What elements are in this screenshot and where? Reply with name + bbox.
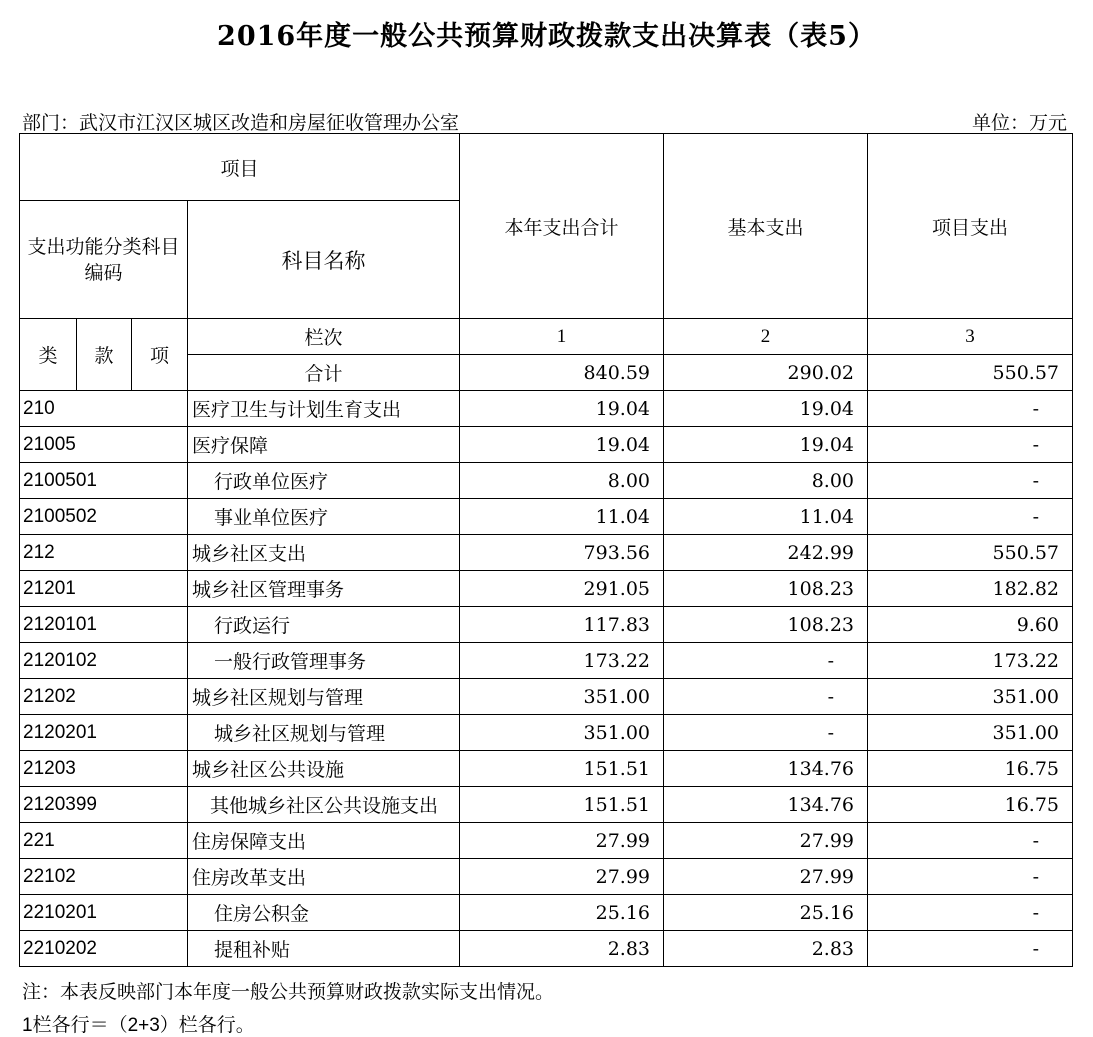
- row-code: 2100502: [20, 499, 188, 535]
- row-project: 173.22: [868, 643, 1073, 679]
- row-project: 182.82: [868, 571, 1073, 607]
- row-project: -: [868, 427, 1073, 463]
- total-basic: 290.02: [664, 355, 868, 391]
- row-name: 其他城乡社区公共设施支出: [188, 787, 460, 823]
- row-project: 16.75: [868, 751, 1073, 787]
- row-total: 19.04: [460, 427, 664, 463]
- table-row: [20, 859, 1073, 895]
- table-row: [20, 787, 1073, 823]
- row-project: -: [868, 463, 1073, 499]
- row-name: 城乡社区管理事务: [188, 571, 460, 607]
- row-code: 2100501: [20, 463, 188, 499]
- row-code: 21203: [20, 751, 188, 787]
- table-row: [20, 679, 1073, 715]
- table-row: [20, 499, 1073, 535]
- table-row: [20, 751, 1073, 787]
- row-name: 行政运行: [188, 607, 460, 643]
- row-name: 住房公积金: [188, 895, 460, 931]
- page-title: 2016年度一般公共预算财政拨款支出决算表（表5）: [217, 21, 876, 52]
- department-label: 部门：武汉市江汉区城区改造和房屋征收管理办公室: [22, 112, 460, 134]
- row-code: 2120201: [20, 715, 188, 751]
- row-total: 151.51: [460, 751, 664, 787]
- header-col-project: 项目支出: [868, 134, 1073, 319]
- header-subject-name: 科目名称: [188, 201, 460, 319]
- row-code: 2120101: [20, 607, 188, 643]
- row-code: 22102: [20, 859, 188, 895]
- table-row: [20, 895, 1073, 931]
- row-basic: 19.04: [664, 391, 868, 427]
- expenditure-table: [19, 133, 1073, 967]
- row-name: 医疗保障: [188, 427, 460, 463]
- row-basic: 242.99: [664, 535, 868, 571]
- row-code: 210: [20, 391, 188, 427]
- row-name: 住房保障支出: [188, 823, 460, 859]
- total-amount: 840.59: [460, 355, 664, 391]
- header-func-code: 支出功能分类科目编码: [20, 201, 188, 319]
- row-project: -: [868, 499, 1073, 535]
- total-label: 合计: [188, 355, 460, 391]
- table-row: [20, 715, 1073, 751]
- header-col-basic: 基本支出: [664, 134, 868, 319]
- header-lanci: 栏次: [188, 319, 460, 355]
- row-name: 城乡社区公共设施: [188, 751, 460, 787]
- row-project: -: [868, 391, 1073, 427]
- row-total: 117.83: [460, 607, 664, 643]
- column-number-3: 3: [868, 319, 1073, 355]
- row-name: 一般行政管理事务: [188, 643, 460, 679]
- row-basic: 134.76: [664, 787, 868, 823]
- row-basic: -: [664, 643, 868, 679]
- row-basic: 27.99: [664, 859, 868, 895]
- header-item: 项目: [20, 134, 460, 201]
- row-basic: 25.16: [664, 895, 868, 931]
- row-project: 9.60: [868, 607, 1073, 643]
- row-basic: 134.76: [664, 751, 868, 787]
- row-total: 173.22: [460, 643, 664, 679]
- table-row: [20, 931, 1073, 967]
- row-basic: -: [664, 679, 868, 715]
- row-total: 27.99: [460, 859, 664, 895]
- row-total: 351.00: [460, 715, 664, 751]
- row-total: 2.83: [460, 931, 664, 967]
- row-name: 城乡社区规划与管理: [188, 715, 460, 751]
- table-row: [20, 391, 1073, 427]
- total-project: 550.57: [868, 355, 1073, 391]
- table-row: [20, 607, 1073, 643]
- row-code: 21005: [20, 427, 188, 463]
- row-project: 351.00: [868, 679, 1073, 715]
- row-basic: 11.04: [664, 499, 868, 535]
- row-name: 城乡社区规划与管理: [188, 679, 460, 715]
- row-code: 221: [20, 823, 188, 859]
- row-basic: -: [664, 715, 868, 751]
- row-total: 19.04: [460, 391, 664, 427]
- row-total: 151.51: [460, 787, 664, 823]
- row-code: 2120399: [20, 787, 188, 823]
- row-name: 住房改革支出: [188, 859, 460, 895]
- footnote-line-1: 注：本表反映部门本年度一般公共预算财政拨款实际支出情况。: [22, 982, 555, 1003]
- row-name: 事业单位医疗: [188, 499, 460, 535]
- row-code: 21202: [20, 679, 188, 715]
- row-basic: 108.23: [664, 607, 868, 643]
- row-name: 医疗卫生与计划生育支出: [188, 391, 460, 427]
- table-row: [20, 643, 1073, 679]
- row-code: 2210201: [20, 895, 188, 931]
- row-total: 291.05: [460, 571, 664, 607]
- row-name: 行政单位医疗: [188, 463, 460, 499]
- table-row: [20, 463, 1073, 499]
- row-code: 21201: [20, 571, 188, 607]
- row-total: 8.00: [460, 463, 664, 499]
- header-xiang: 项: [132, 319, 188, 391]
- column-number-1: 1: [460, 319, 664, 355]
- row-code: 212: [20, 535, 188, 571]
- unit-label: 单位：万元: [971, 112, 1067, 134]
- header-kuan: 款: [77, 319, 132, 391]
- row-project: -: [868, 823, 1073, 859]
- row-basic: 27.99: [664, 823, 868, 859]
- row-project: -: [868, 859, 1073, 895]
- table-row: [20, 427, 1073, 463]
- row-project: 16.75: [868, 787, 1073, 823]
- header-col-total: 本年支出合计: [460, 134, 664, 319]
- row-project: -: [868, 931, 1073, 967]
- row-project: -: [868, 895, 1073, 931]
- header-lei: 类: [20, 319, 77, 391]
- row-basic: 2.83: [664, 931, 868, 967]
- row-total: 793.56: [460, 535, 664, 571]
- column-number-2: 2: [664, 319, 868, 355]
- row-basic: 8.00: [664, 463, 868, 499]
- table-row: [20, 823, 1073, 859]
- row-name: 提租补贴: [188, 931, 460, 967]
- row-total: 351.00: [460, 679, 664, 715]
- row-total: 11.04: [460, 499, 664, 535]
- row-basic: 108.23: [664, 571, 868, 607]
- row-project: 550.57: [868, 535, 1073, 571]
- row-project: 351.00: [868, 715, 1073, 751]
- row-code: 2210202: [20, 931, 188, 967]
- row-basic: 19.04: [664, 427, 868, 463]
- table-row: [20, 535, 1073, 571]
- table-row: [20, 571, 1073, 607]
- row-name: 城乡社区支出: [188, 535, 460, 571]
- row-total: 25.16: [460, 895, 664, 931]
- row-code: 2120102: [20, 643, 188, 679]
- row-total: 27.99: [460, 823, 664, 859]
- footnote-line-2: 1栏各行＝（2+3）栏各行。: [22, 1015, 255, 1036]
